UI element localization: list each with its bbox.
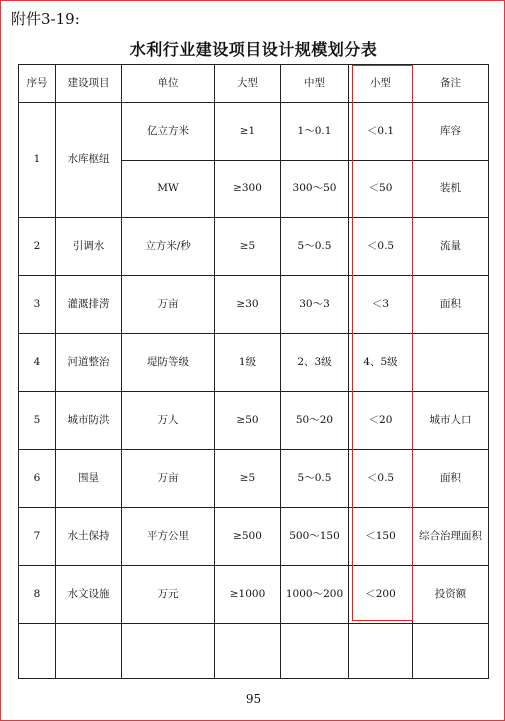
cell-medium: 1000～200 [281,566,349,624]
cell-unit: 万元 [122,566,215,624]
table-row [19,334,489,392]
cell-medium: 500～150 [281,508,349,566]
cell-project: 引调水 [56,218,122,276]
empty-cell [56,624,122,679]
cell-medium: 300～50 [281,161,349,218]
cell-large: 1级 [215,334,281,392]
cell-medium: 5～0.5 [281,218,349,276]
cell-small: ＜50 [349,161,413,218]
cell-small: ＜0.1 [349,103,413,161]
empty-cell [122,624,215,679]
cell-unit: 万亩 [122,276,215,334]
header-cell: 中型 [281,65,349,103]
table-row [19,450,489,508]
cell-large: ≥30 [215,276,281,334]
cell-unit: 万亩 [122,450,215,508]
cell-small: ＜3 [349,276,413,334]
cell-note: 综合治理面积 [413,508,489,566]
cell-large: ≥300 [215,161,281,218]
cell-note: 装机 [413,161,489,218]
cell-note [413,334,489,392]
empty-cell [215,624,281,679]
cell-note: 流量 [413,218,489,276]
cell-large: ≥500 [215,508,281,566]
header-cell: 单位 [122,65,215,103]
header-cell: 备注 [413,65,489,103]
cell-project: 水库枢纽 [56,103,122,218]
cell-note: 城市人口 [413,392,489,450]
cell-medium: 2、3级 [281,334,349,392]
cell-medium: 5～0.5 [281,450,349,508]
cell-project: 水土保持 [56,508,122,566]
cell-no: 8 [19,566,56,624]
table-row [19,566,489,624]
table-header-row [19,65,489,103]
table-row [19,276,489,334]
cell-project: 灌溉排涝 [56,276,122,334]
cell-small: 4、5级 [349,334,413,392]
table-row [19,218,489,276]
cell-unit: 立方米/秒 [122,218,215,276]
header-cell: 小型 [349,65,413,103]
cell-small: ＜150 [349,508,413,566]
cell-medium: 30～3 [281,276,349,334]
cell-large: ≥1 [215,103,281,161]
cell-no: 7 [19,508,56,566]
cell-no: 1 [19,103,56,218]
table-row [19,103,489,161]
cell-small: ＜0.5 [349,450,413,508]
cell-project: 围垦 [56,450,122,508]
cell-unit: 堤防等级 [122,334,215,392]
document-title: 水利行业建设项目设计规模划分表 [129,40,378,59]
empty-cell [349,624,413,679]
cell-small: ＜0.5 [349,218,413,276]
header-cell: 建设项目 [56,65,122,103]
cell-large: ≥5 [215,450,281,508]
cell-large: ≥50 [215,392,281,450]
cell-note: 投资额 [413,566,489,624]
header-cell: 大型 [215,65,281,103]
cell-project: 河道整治 [56,334,122,392]
table-row [19,392,489,450]
table-row [19,508,489,566]
cell-no: 2 [19,218,56,276]
empty-cell [19,624,56,679]
cell-note: 库容 [413,103,489,161]
table-row-empty [19,624,489,679]
header-cell: 序号 [19,65,56,103]
cell-unit: 平方公里 [122,508,215,566]
cell-no: 5 [19,392,56,450]
cell-unit: MW [122,161,215,218]
cell-no: 6 [19,450,56,508]
cell-medium: 50～20 [281,392,349,450]
scale-classification-table [18,64,489,679]
cell-no: 4 [19,334,56,392]
cell-small: ＜20 [349,392,413,450]
cell-no: 3 [19,276,56,334]
cell-note: 面积 [413,276,489,334]
empty-cell [281,624,349,679]
cell-note: 面积 [413,450,489,508]
cell-project: 城市防洪 [56,392,122,450]
cell-medium: 1～0.1 [281,103,349,161]
cell-large: ≥5 [215,218,281,276]
cell-unit: 万人 [122,392,215,450]
attachment-label: 附件3-19: [11,10,80,28]
empty-cell [413,624,489,679]
page-number: 95 [245,692,262,706]
cell-project: 水文设施 [56,566,122,624]
cell-large: ≥1000 [215,566,281,624]
cell-small: ＜200 [349,566,413,624]
cell-unit: 亿立方米 [122,103,215,161]
